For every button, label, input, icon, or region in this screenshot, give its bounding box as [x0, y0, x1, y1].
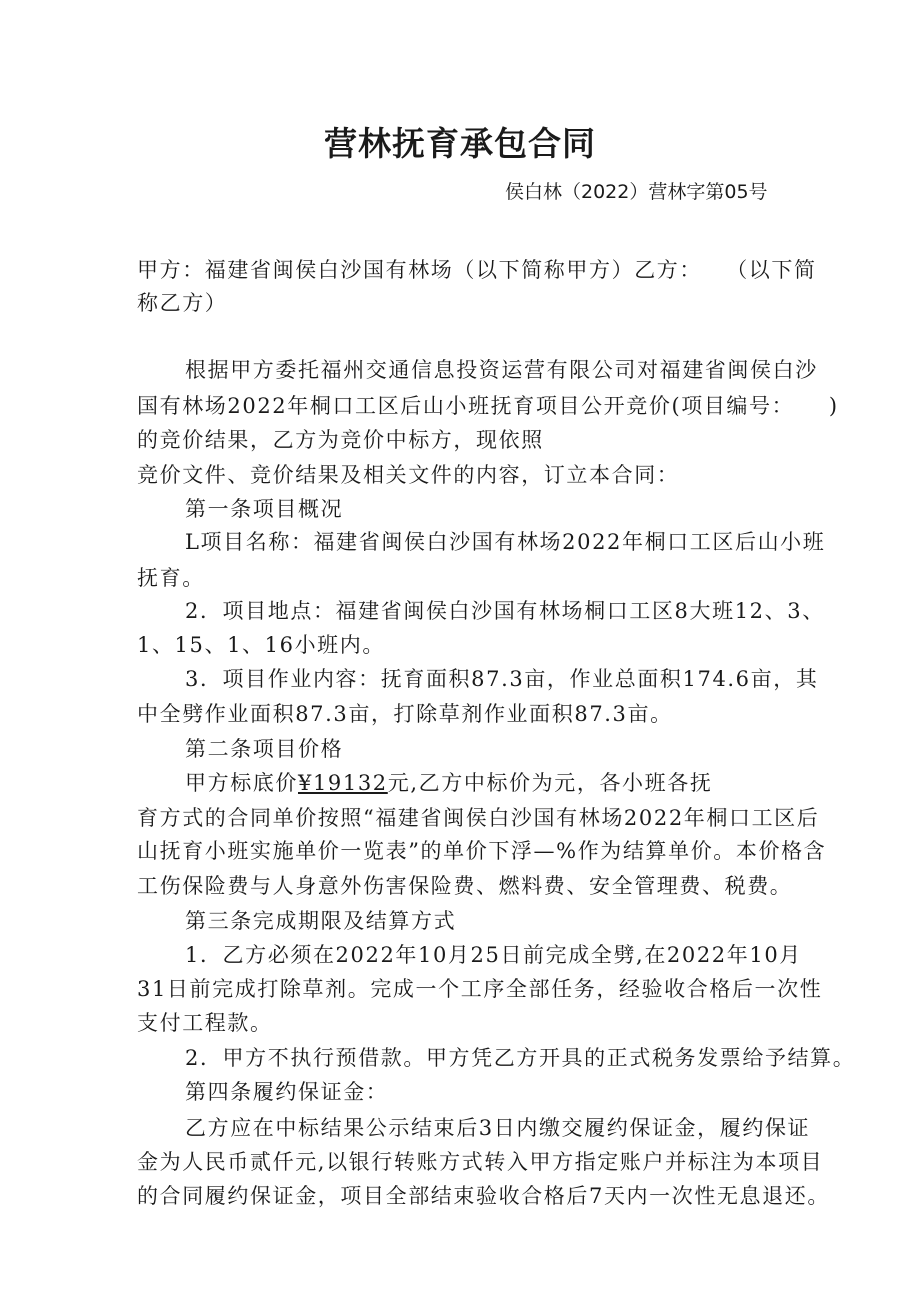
intro-line-2: 国有林场2022年桐口工区后山小班抚育项目公开竞价(项目编号： ): [137, 394, 839, 418]
intro-line-3: 的竞价结果，乙方为竞价中标方，现依照: [137, 428, 544, 452]
article-3-item-1-line-1: 1．乙方必须在2022年10月25日前完成全劈,在2022年10月: [185, 943, 802, 967]
article-3-item-1-line-2: 31日前完成打除草剂。完成一个工序全部任务，经验收合格后一次性: [137, 977, 823, 1001]
article-1-item-1-line-1: L项目名称：福建省闽侯白沙国有林场2022年桐口工区后山小班: [185, 530, 826, 554]
article-1-item-3-line-2: 中全劈作业面积87.3亩，打除草剂作业面积87.3亩。: [137, 702, 673, 726]
article-2-heading: 第二条项目价格: [185, 737, 344, 761]
article-1-item-3-line-1: 3．项目作业内容：抚育面积87.3亩，作业总面积174.6亩，其: [185, 667, 819, 691]
article-3-heading: 第三条完成期限及结算方式: [185, 909, 457, 933]
article-2-price-line-3: 山抚育小班实施单价一览表”的单价下浮—%作为结算单价。本价格含: [137, 839, 827, 863]
bid-price-text: 元,乙方中标价为元，各小班各抚: [387, 771, 713, 795]
article-1-item-2-line-1: 2．项目地点：福建省闽侯白沙国有林场桐口工区8大班12、3、: [185, 599, 825, 623]
party-line-1: 甲方：福建省闽侯白沙国有林场（以下简称甲方）乙方： （以下简: [137, 258, 817, 282]
article-2-price-line-1: [185, 768, 712, 798]
contract-title: 营林抚育承包合同: [324, 124, 596, 163]
article-3-item-1-line-3: 支付工程款。: [137, 1011, 273, 1035]
intro-line-4: 竞价文件、竞价结果及相关文件的内容，订立本合同：: [137, 463, 680, 487]
article-1-heading: 第一条项目概况: [185, 497, 344, 521]
base-price-label: 甲方标底价: [185, 771, 298, 795]
document-number: 侯白林（2022）营林字第05号: [505, 181, 768, 203]
article-2-price-line-2: 育方式的合同单价按照“福建省闽侯白沙国有林场2022年桐口工区后: [137, 806, 820, 830]
party-line-2: 称乙方）: [137, 291, 228, 315]
article-4-line-1: 乙方应在中标结果公示结束后3日内缴交履约保证金，履约保证: [185, 1116, 811, 1140]
intro-line-1: 根据甲方委托福州交通信息投资运营有限公司对福建省闽侯白沙: [185, 358, 818, 382]
article-4-heading: 第四条履约保证金：: [185, 1080, 389, 1104]
base-price-amount: ¥19132: [298, 771, 388, 795]
article-1-item-2-line-2: 1、15、1、16小班内。: [137, 633, 385, 657]
article-4-line-2: 金为人民币贰仟元,以银行转账方式转入甲方指定账户并标注为本项目: [137, 1150, 824, 1174]
article-3-item-2-line-1: 2．甲方不执行预借款。甲方凭乙方开具的正式税务发票给予结算。: [185, 1046, 856, 1070]
article-4-line-3: 的合同履约保证金，项目全部结束验收合格后7天内一次性无息退还。: [137, 1184, 830, 1208]
article-1-item-1-line-2: 抚育。: [137, 566, 205, 590]
article-2-price-line-4: 工伤保险费与人身意外伤害保险费、燃料费、安全管理费、税费。: [137, 874, 793, 898]
